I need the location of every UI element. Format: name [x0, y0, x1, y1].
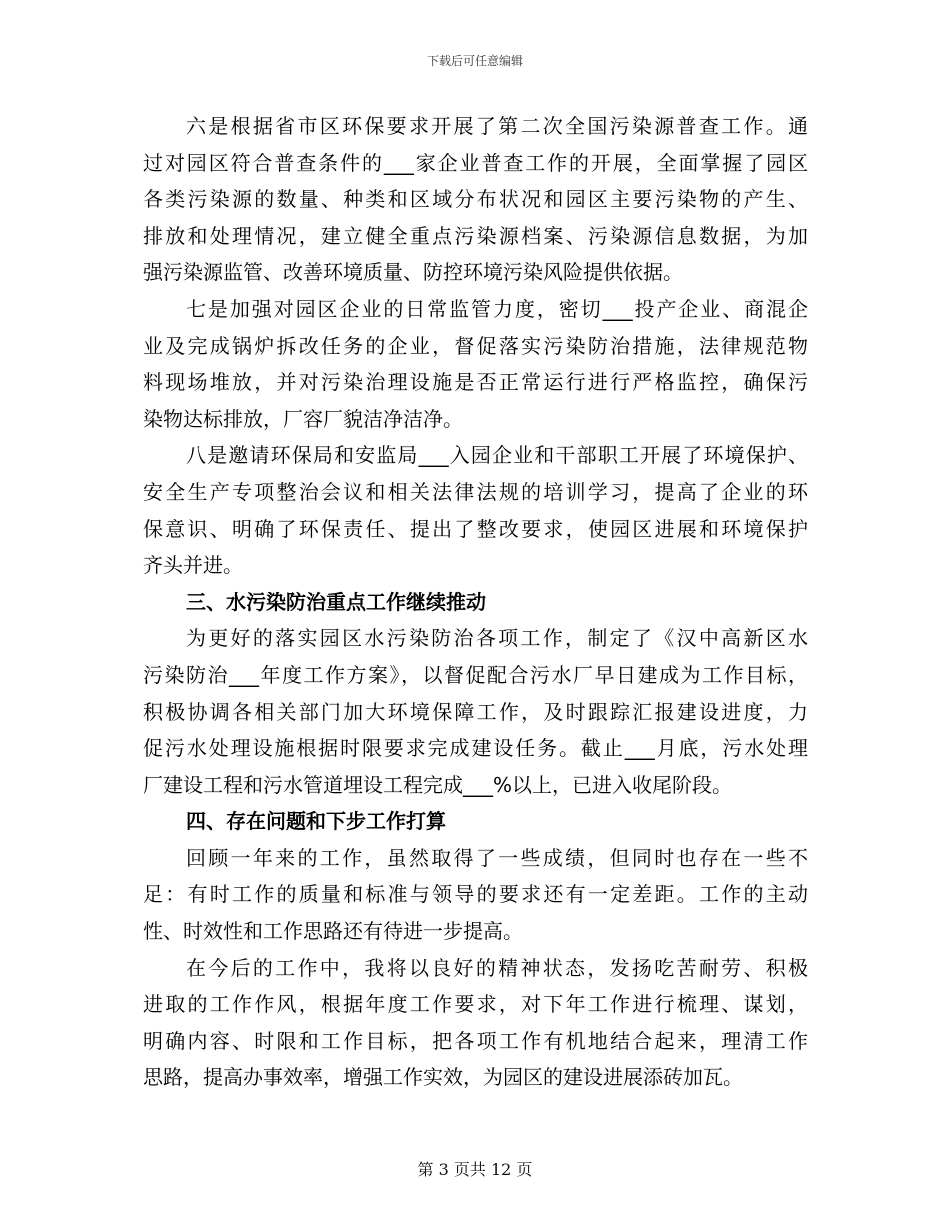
- section-heading: 四、存在问题和下步工作打算: [186, 809, 446, 834]
- paragraph-line: 厂建设工程和污水管道埋设工程完成___%以上，已进入收尾阶段。: [143, 772, 733, 797]
- paragraph-line: 性、时效性和工作思路还有待进一步提高。: [143, 919, 523, 944]
- paragraph-line: 八是邀请环保局和安监局___入园企业和干部职工开展了环境保护、: [186, 443, 808, 468]
- paragraph-line: 思路，提高办事效率，增强工作实效，为园区的建设进展添砖加瓦。: [143, 1065, 743, 1090]
- paragraph-line: 七是加强对园区企业的日常监管力度，密切___投产企业、商混企: [186, 296, 808, 321]
- paragraph-line: 足：有时工作的质量和标准与领导的要求还有一定差距。工作的主动: [143, 882, 808, 907]
- paragraph-line: 明确内容、时限和工作目标，把各项工作有机地结合起来，理清工作: [143, 1028, 808, 1053]
- page-footer: 第 3 页共 12 页: [417, 1160, 533, 1179]
- paragraph-line: 污染防治___年度工作方案》，以督促配合污水厂早日建成为工作目标，: [143, 662, 808, 687]
- paragraph-line: 安全生产专项整治会议和相关法律法规的培训学习，提高了企业的环: [143, 479, 808, 504]
- paragraph-line: 料现场堆放，并对污染治理设施是否正常运行进行严格监控，确保污: [143, 370, 808, 395]
- section-heading: 三、水污染防治重点工作继续推动: [186, 589, 486, 614]
- document-body: [143, 108, 808, 1096]
- paragraph-line: 促污水处理设施根据时限要求完成建设任务。截止___月底，污水处理: [143, 736, 808, 761]
- paragraph-line: 六是根据省市区环保要求开展了第二次全国污染源普查工作。通: [186, 114, 808, 138]
- paragraph-line: 各类污染源的数量、种类和区域分布状况和园区主要污染物的产生、: [143, 187, 808, 212]
- paragraph-line: 齐头并进。: [143, 553, 243, 578]
- paragraph-line: 积极协调各相关部门加大环境保障工作，及时跟踪汇报建设进度，力: [143, 699, 808, 724]
- paragraph-line: 过对园区符合普查条件的___家企业普查工作的开展，全面掌握了园区: [143, 150, 808, 175]
- paragraph-line: 强污染源监管、改善环境质量、防控环境污染风险提供依据。: [143, 260, 683, 285]
- paragraph-line: 业及完成锅炉拆改任务的企业，督促落实污染防治措施，法律规范物: [143, 333, 808, 358]
- paragraph-line: 在今后的工作中，我将以良好的精神状态，发扬吃苦耐劳、积极: [186, 955, 808, 980]
- paragraph-line: 排放和处理情况，建立健全重点污染源档案、污染源信息数据，为加: [143, 223, 808, 248]
- paragraph-line: 回顾一年来的工作，虽然取得了一些成绩，但同时也存在一些不: [186, 845, 808, 870]
- paragraph-line: 染物达标排放，厂容厂貌洁净洁净。: [143, 406, 463, 431]
- page-header: 下载后可任意编辑: [426, 54, 523, 68]
- paragraph-line: 为更好的落实园区水污染防治各项工作，制定了《汉中高新区水: [186, 626, 808, 651]
- paragraph-line: 保意识、明确了环保责任、提出了整改要求，使园区进展和环境保护: [143, 516, 808, 541]
- paragraph-line: 进取的工作作风，根据年度工作要求，对下年工作进行梳理、谋划，: [143, 992, 808, 1017]
